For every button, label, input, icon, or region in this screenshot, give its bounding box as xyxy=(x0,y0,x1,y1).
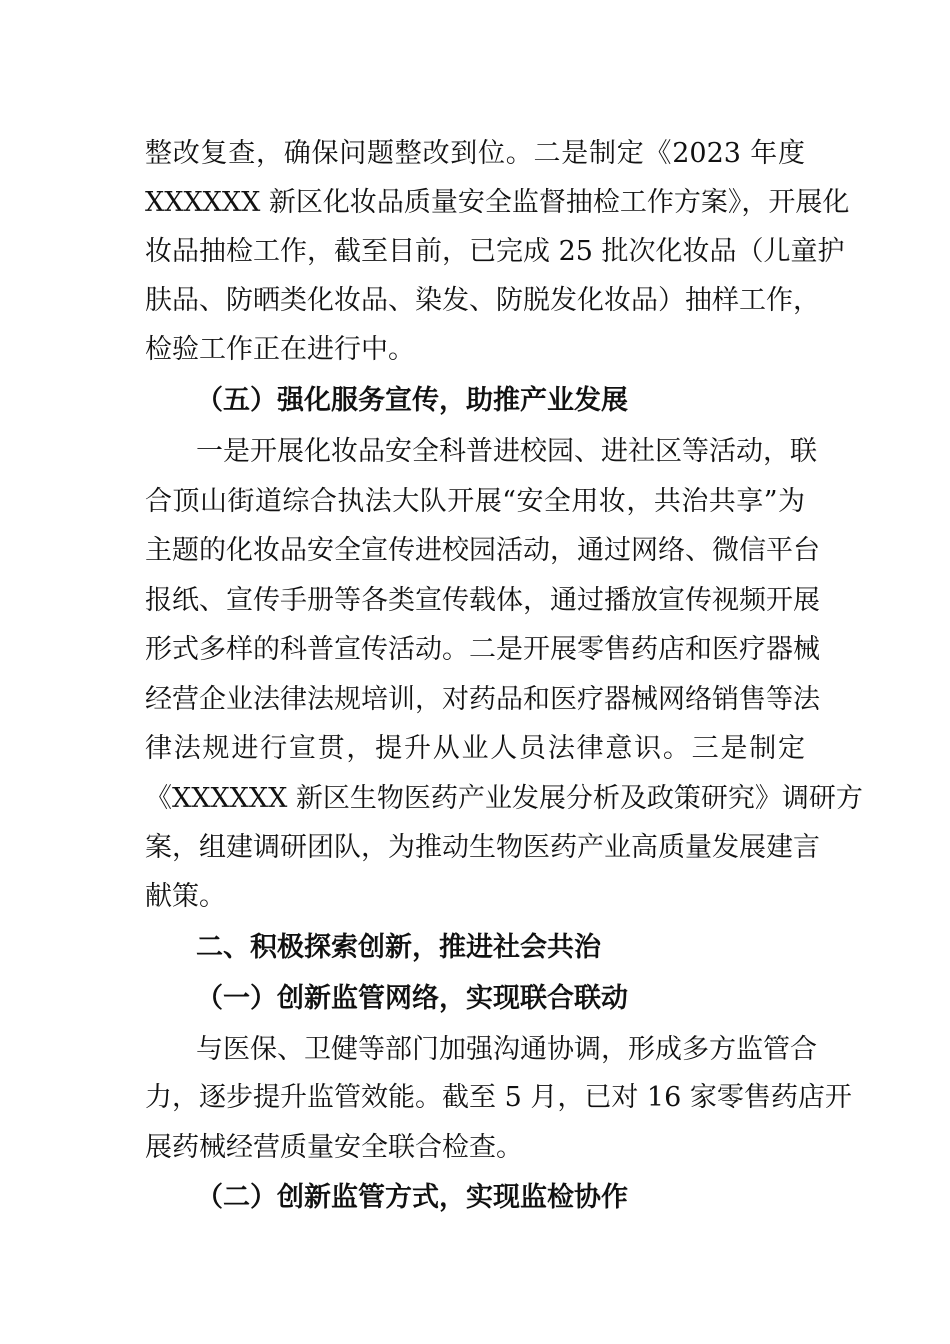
paragraph-line: 报纸、宣传手册等各类宣传载体，通过播放宣传视频开展 xyxy=(145,585,820,616)
paragraph-line: 献策。 xyxy=(145,881,226,912)
paragraph-line: 形式多样的科普宣传活动。二是开展零售药店和医疗器械 xyxy=(145,634,820,665)
subsection-heading: （二）创新监管方式，实现监检协作 xyxy=(196,1182,628,1213)
paragraph-line: 主题的化妆品安全宣传进校园活动，通过网络、微信平台 xyxy=(145,535,820,566)
paragraph-line: 经营企业法律法规培训，对药品和医疗器械网络销售等法 xyxy=(145,684,820,715)
paragraph-line: 案，组建调研团队，为推动生物医药产业高质量发展建言 xyxy=(145,832,820,863)
paragraph-line: XXXXXX 新区化妆品质量安全监督抽检工作方案》，开展化 xyxy=(145,187,850,218)
paragraph-line: 与医保、卫健等部门加强沟通协调，形成多方监管合 xyxy=(196,1034,817,1065)
paragraph-line: 《XXXXXX 新区生物医药产业发展分析及政策研究》调研方 xyxy=(145,783,863,814)
paragraph-line: 整改复查，确保问题整改到位。二是制定《2023 年度 xyxy=(145,138,805,169)
paragraph-line: 肤品、防晒类化妆品、染发、防脱发化妆品）抽样工作， xyxy=(145,285,820,316)
paragraph-line: 律法规进行宣贯，提升从业人员法律意识。三是制定 xyxy=(145,733,805,764)
section-heading: （五）强化服务宣传，助推产业发展 xyxy=(196,385,628,416)
paragraph-line: 展药械经营质量安全联合检查。 xyxy=(145,1132,523,1163)
section-heading: 二、积极探索创新，推进社会共治 xyxy=(196,932,601,963)
paragraph-line: 妆品抽检工作，截至目前，已完成 25 批次化妆品（儿童护 xyxy=(145,236,845,267)
paragraph-line: 合顶山街道综合执法大队开展“安全用妆，共治共享”为 xyxy=(145,486,805,517)
paragraph-line: 一是开展化妆品安全科普进校园、进社区等活动，联 xyxy=(196,436,817,467)
paragraph-line: 力，逐步提升监管效能。截至 5 月，已对 16 家零售药店开 xyxy=(145,1082,852,1113)
subsection-heading: （一）创新监管网络，实现联合联动 xyxy=(196,983,628,1014)
paragraph-line: 检验工作正在进行中。 xyxy=(145,334,415,365)
